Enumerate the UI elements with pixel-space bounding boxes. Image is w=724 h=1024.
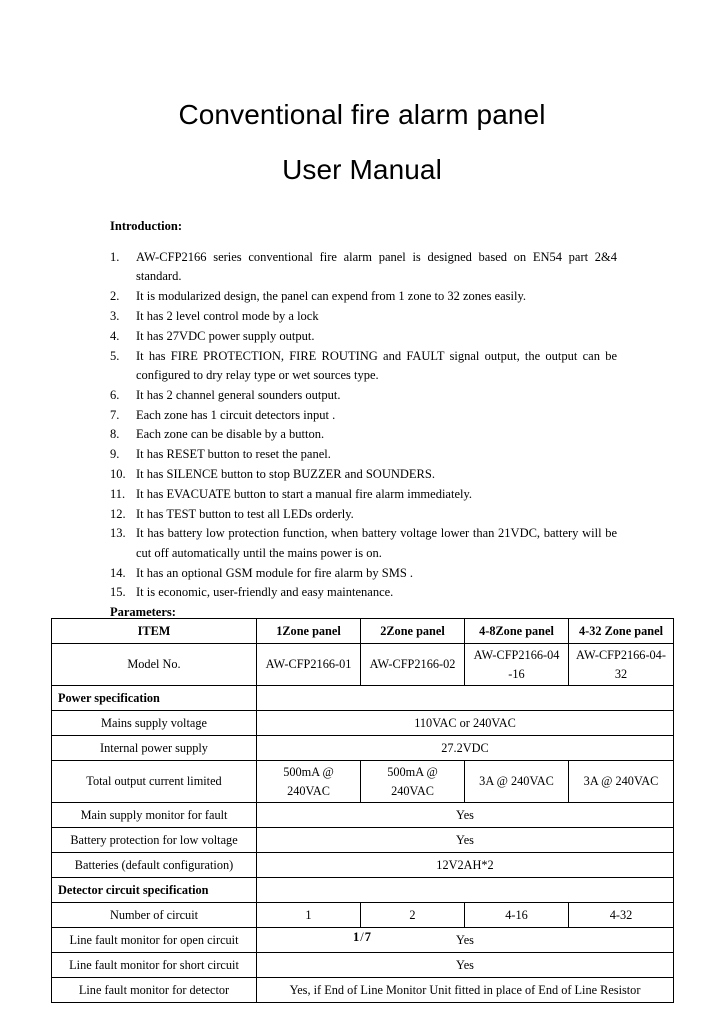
table-value-cell: 2	[361, 903, 465, 928]
intro-item-number: 4.	[110, 328, 120, 343]
table-item-cell: Line fault monitor for short circuit	[52, 953, 257, 978]
intro-item-text: It has TEST button to test all LEDs orderly.	[136, 506, 354, 521]
intro-item-number: 10.	[110, 466, 126, 481]
footer-separator: /	[360, 930, 364, 944]
intro-item-number: 5.	[110, 348, 120, 363]
intro-item-text: Each zone can be disable by a button.	[136, 427, 325, 442]
parameters-table	[51, 618, 674, 1003]
page-footer	[0, 930, 724, 945]
table-item-cell: Model No.	[52, 644, 257, 686]
intro-item-text: It has 27VDC power supply output.	[136, 328, 315, 343]
table-merged-value-cell: Yes	[257, 928, 674, 953]
table-header-cell: ITEM	[52, 619, 257, 644]
table-merged-value-cell: Yes	[257, 803, 674, 828]
intro-item-text: It has FIRE PROTECTION, FIRE ROUTING and FAULT signal output, the output can be configured to dry relay type or wet sources type.	[136, 348, 617, 382]
intro-item-number: 2.	[110, 289, 120, 304]
table-value-cell: AW-CFP2166-02	[361, 644, 465, 686]
table-value-cell: AW-CFP2166-04-32	[569, 644, 674, 686]
table-merged-value-cell: Yes	[257, 828, 674, 853]
intro-list-item	[110, 347, 617, 386]
table-item-cell: Total output current limited	[52, 761, 257, 803]
intro-list-item	[110, 524, 617, 563]
table-row	[52, 686, 674, 711]
document-subtitle: User Manual	[282, 154, 442, 185]
table-header-cell: 4-32 Zone panel	[569, 619, 674, 644]
table-item-cell: Line fault monitor for open circuit	[52, 928, 257, 953]
table-header-row	[52, 619, 674, 644]
table-item-cell: Number of circuit	[52, 903, 257, 928]
table-value-cell: 4-32	[569, 903, 674, 928]
table-item-cell: Line fault monitor for detector	[52, 978, 257, 1003]
intro-list-item	[110, 445, 617, 464]
intro-item-text: AW-CFP2166 series conventional fire alarm panel is designed based on EN54 part 2&4 standard.	[136, 250, 617, 284]
table-empty-cell	[257, 878, 674, 903]
table-merged-value-cell: 12V2AH*2	[257, 853, 674, 878]
table-row	[52, 903, 674, 928]
table-value-cell: AW-CFP2166-01	[257, 644, 361, 686]
intro-item-text: It has SILENCE button to stop BUZZER and SOUNDERS.	[136, 466, 435, 481]
table-value-cell: AW-CFP2166-04 -16	[465, 644, 569, 686]
table-section-label: Detector circuit specification	[52, 878, 257, 903]
table-row	[52, 953, 674, 978]
table-merged-value-cell: Yes, if End of Line Monitor Unit fitted in place of End of Line Resistor	[257, 978, 674, 1003]
table-header-cell: 4-8Zone panel	[465, 619, 569, 644]
table-item-cell: Internal power supply	[52, 736, 257, 761]
table-value-cell: 3A @ 240VAC	[569, 761, 674, 803]
intro-list-item	[110, 307, 617, 326]
intro-list-item	[110, 425, 617, 444]
table-merged-value-cell: 27.2VDC	[257, 736, 674, 761]
parameters-heading: Parameters:	[110, 604, 176, 619]
intro-item-text: It has EVACUATE button to start a manual fire alarm immediately.	[136, 486, 473, 501]
table-merged-value-cell: 110VAC or 240VAC	[257, 711, 674, 736]
intro-item-text: It has 2 level control mode by a lock	[136, 309, 319, 323]
table-header-cell: 1Zone panel	[257, 619, 361, 644]
intro-item-number: 13.	[110, 526, 126, 541]
intro-list-item	[110, 386, 617, 405]
table-row	[52, 878, 674, 903]
table-item-cell: Main supply monitor for fault	[52, 803, 257, 828]
intro-item-number: 1.	[110, 250, 120, 264]
table-row	[52, 644, 674, 686]
table-value-cell: 500mA @ 240VAC	[257, 761, 361, 803]
intro-item-text: It has 2 channel general sounders output.	[136, 387, 341, 402]
intro-item-text: It has RESET button to reset the panel.	[136, 447, 331, 462]
table-value-cell: 1	[257, 903, 361, 928]
intro-item-number: 3.	[110, 309, 120, 323]
intro-item-number: 9.	[110, 447, 120, 462]
table-item-cell: Battery protection for low voltage	[52, 828, 257, 853]
parameters-table-wrapper	[51, 618, 673, 1003]
intro-item-number: 6.	[110, 387, 120, 402]
table-empty-cell	[257, 686, 674, 711]
intro-item-number: 14.	[110, 565, 126, 580]
table-row	[52, 803, 674, 828]
intro-list-item	[110, 564, 617, 583]
table-value-cell: 500mA @ 240VAC	[361, 761, 465, 803]
intro-item-number: 11.	[110, 486, 126, 501]
table-row	[52, 828, 674, 853]
introduction-list	[110, 248, 617, 603]
table-row	[52, 853, 674, 878]
intro-item-text: Each zone has 1 circuit detectors input .	[136, 407, 336, 422]
introduction-heading: Introduction:	[110, 219, 183, 233]
intro-list-item	[110, 485, 617, 504]
footer-page-number: 1	[353, 930, 360, 944]
intro-list-item	[110, 465, 617, 484]
table-header-cell: 2Zone panel	[361, 619, 465, 644]
intro-list-item	[110, 248, 617, 287]
table-row	[52, 736, 674, 761]
intro-list-item	[110, 287, 617, 306]
table-section-label: Power specification	[52, 686, 257, 711]
intro-item-number: 12.	[110, 506, 126, 521]
intro-list-item	[110, 583, 617, 602]
table-item-cell: Mains supply voltage	[52, 711, 257, 736]
intro-list-item	[110, 406, 617, 425]
footer-total-pages: 7	[364, 930, 371, 944]
table-row	[52, 711, 674, 736]
intro-item-number: 15.	[110, 585, 126, 600]
table-item-cell: Batteries (default configuration)	[52, 853, 257, 878]
intro-item-text: It is modularized design, the panel can expend from 1 zone to 32 zones easily.	[136, 289, 527, 304]
intro-item-text: It is economic, user-friendly and easy maintenance.	[136, 585, 394, 600]
table-merged-value-cell: Yes	[257, 953, 674, 978]
intro-item-number: 8.	[110, 427, 120, 442]
table-value-cell: 3A @ 240VAC	[465, 761, 569, 803]
intro-item-text: It has an optional GSM module for fire alarm by SMS .	[136, 565, 414, 580]
introduction-section	[110, 219, 617, 620]
intro-list-item	[110, 505, 617, 524]
intro-list-item	[110, 327, 617, 346]
table-row	[52, 761, 674, 803]
table-value-cell: 4-16	[465, 903, 569, 928]
intro-item-number: 7.	[110, 407, 120, 422]
table-row	[52, 978, 674, 1003]
document-title: Conventional fire alarm panel	[178, 99, 546, 130]
intro-item-text: It has battery low protection function, when battery voltage lower than 21VDC, battery will be cut off automatically until the mains power is on.	[136, 526, 617, 560]
